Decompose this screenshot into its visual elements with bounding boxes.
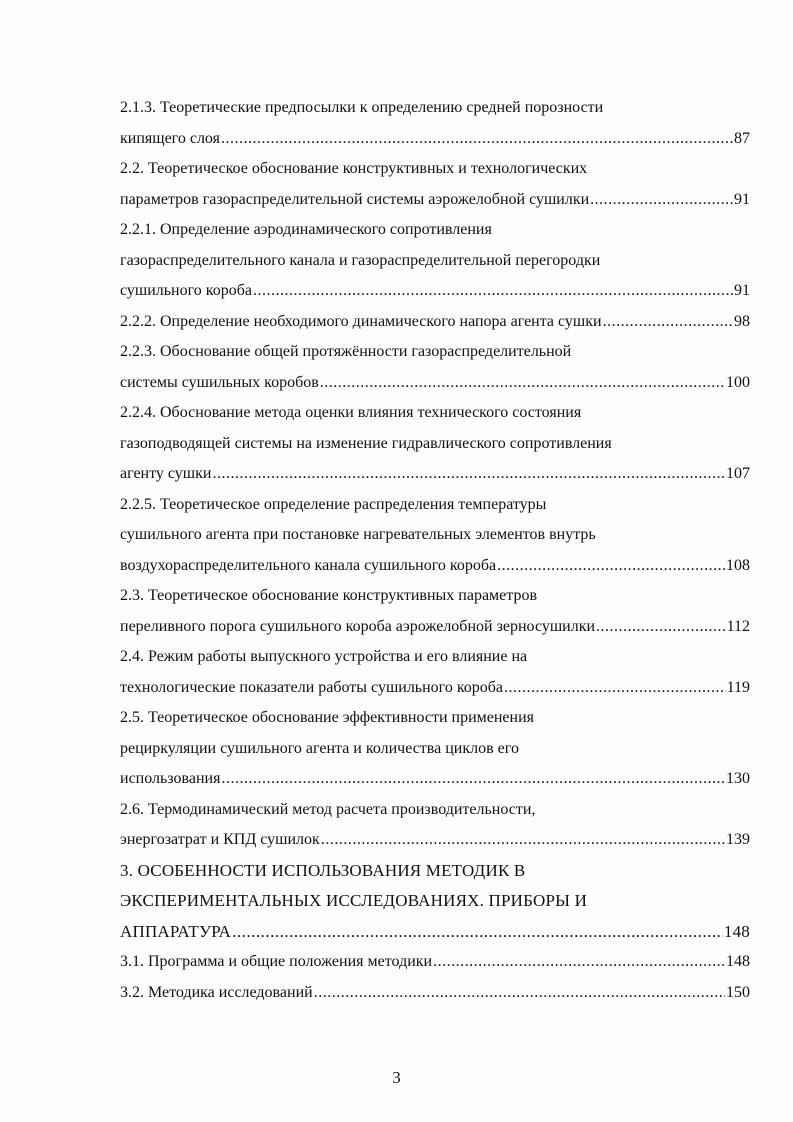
page-number: 3 (392, 1068, 401, 1087)
toc-entry[interactable] (120, 703, 750, 795)
toc-entry-title: параметров газораспределительной системы аэрожелобной сушилки (120, 190, 590, 208)
toc-dot-leader (596, 612, 726, 643)
toc-dot-leader (433, 947, 725, 978)
toc-entry-line: 2.4. Режим работы выпускного устройства и его влияние на (120, 648, 528, 665)
toc-dot-leader (212, 459, 725, 490)
toc-entry[interactable] (120, 154, 750, 215)
toc-dot-leader (497, 551, 725, 582)
toc-entry-title: воздухораспределительного канала сушильного короба (120, 556, 497, 574)
toc-page-number: 98 (734, 312, 750, 330)
toc-entry-title: использования (120, 770, 221, 787)
toc-dot-leader (232, 917, 723, 948)
toc-entry[interactable] (120, 642, 750, 703)
toc-entry-last-line (120, 368, 750, 399)
toc-entry[interactable] (120, 307, 750, 338)
toc-page-number: 112 (726, 617, 750, 635)
toc-entry-last-line (120, 917, 750, 948)
toc-entry-line: 3. ОСОБЕННОСТИ ИСПОЛЬЗОВАНИЯ МЕТОДИК В (120, 860, 526, 880)
toc-entry-last-line (120, 673, 750, 704)
toc-entry-line: 2.2. Теоретическое обоснование конструктивных и технологических (120, 160, 588, 177)
toc-entry-last-line (120, 459, 750, 490)
toc-page-number: 91 (734, 282, 750, 299)
toc-entry-last-line (120, 764, 750, 795)
toc-dot-leader (221, 764, 725, 795)
toc-entry-line: 2.1.3. Теоретические предпосылки к определению средней порозности (120, 99, 604, 116)
toc-page-number: 119 (726, 678, 750, 696)
toc-entry-last-line (120, 185, 750, 216)
toc-entry[interactable] (120, 398, 750, 490)
toc-dot-leader (321, 825, 725, 856)
toc-entry-title: сушильного короба (120, 282, 252, 299)
toc-entry-title: переливного порога сушильного короба аэрожелобной зерносушилки (120, 617, 596, 635)
toc-entry-title: системы сушильных коробов (120, 373, 319, 391)
toc-page-number: 87 (734, 129, 750, 147)
toc-dot-leader (603, 307, 733, 338)
toc-page-number: 107 (726, 465, 750, 482)
toc-page-number: 139 (726, 831, 750, 848)
toc-entry-last-line (120, 551, 750, 582)
toc-dot-leader (253, 276, 733, 307)
toc-dot-leader (590, 185, 733, 216)
toc-entry[interactable] (120, 795, 750, 856)
toc-entry-title: агенту сушки (120, 465, 212, 482)
toc-page-number: 100 (726, 373, 750, 391)
toc-entry[interactable] (120, 978, 750, 1009)
toc-entry-line: 2.2.4. Обоснование метода оценки влияния технического состояния (120, 404, 582, 421)
toc-dot-leader (320, 368, 725, 399)
toc-page-number: 150 (726, 983, 750, 1001)
toc-entry-line: сушильного агента при постановке нагревательных элементов внутрь (120, 526, 596, 543)
toc-entry-last-line (120, 978, 750, 1009)
toc-entry-line: 2.2.3. Обоснование общей протяжённости газораспределительной (120, 343, 572, 360)
toc-page-number: 148 (726, 953, 750, 970)
toc-entry-title: энергозатрат и КПД сушилок (120, 831, 320, 848)
toc-entry-last-line (120, 612, 750, 643)
toc-entry[interactable] (120, 215, 750, 307)
toc-entry[interactable] (120, 93, 750, 154)
toc-dot-leader (504, 673, 726, 704)
toc-entry-title: кипящего слоя (120, 129, 220, 147)
toc-entry-line: 2.3. Теоретическое обоснование конструктивных параметров (120, 587, 538, 604)
toc-page-number: 108 (726, 556, 750, 574)
toc-dot-leader (314, 978, 725, 1009)
table-of-contents (120, 93, 750, 1008)
toc-entry-title: 3.2. Методика исследований (120, 983, 313, 1001)
toc-entry-last-line (120, 124, 750, 155)
toc-entry-title: 2.2.2. Определение необходимого динамического напора агента сушки (120, 312, 602, 330)
toc-entry-line: 2.2.1. Определение аэродинамического сопротивления (120, 221, 492, 238)
toc-entry[interactable] (120, 856, 750, 948)
toc-entry[interactable] (120, 947, 750, 978)
toc-page-number: 148 (723, 921, 750, 941)
toc-entry[interactable] (120, 581, 750, 642)
toc-entry-title: АППАРАТУРА (120, 921, 232, 941)
toc-entry-line: 2.6. Термодинамический метод расчета производительности, (120, 800, 536, 818)
toc-entry-title: технологические показатели работы сушильного короба (120, 678, 504, 696)
toc-entry-line: газоподводящей системы на изменение гидравлического сопротивления (120, 434, 612, 452)
toc-entry-line: ЭКСПЕРИМЕНТАЛЬНЫХ ИССЛЕДОВАНИЯХ. ПРИБОРЫ И (120, 891, 588, 910)
toc-entry[interactable] (120, 337, 750, 398)
toc-entry-line: 2.2.5. Теоретическое определение распределения температуры (120, 495, 547, 513)
toc-page-number: 91 (734, 190, 750, 208)
toc-entry-last-line (120, 825, 750, 856)
toc-entry-line: 2.5. Теоретическое обоснование эффективности применения (120, 709, 535, 726)
toc-dot-leader (221, 124, 733, 155)
toc-entry[interactable] (120, 490, 750, 582)
toc-entry-title: 3.1. Программа и общие положения методики (120, 953, 433, 970)
toc-entry-last-line (120, 307, 750, 338)
toc-entry-line: рециркуляции сушильного агента и количества циклов его (120, 739, 519, 757)
toc-page-number: 130 (726, 770, 750, 787)
toc-entry-last-line (120, 947, 750, 978)
toc-entry-line: газораспределительного канала и газораспределительной перегородки (120, 251, 601, 269)
toc-entry-last-line (120, 276, 750, 307)
